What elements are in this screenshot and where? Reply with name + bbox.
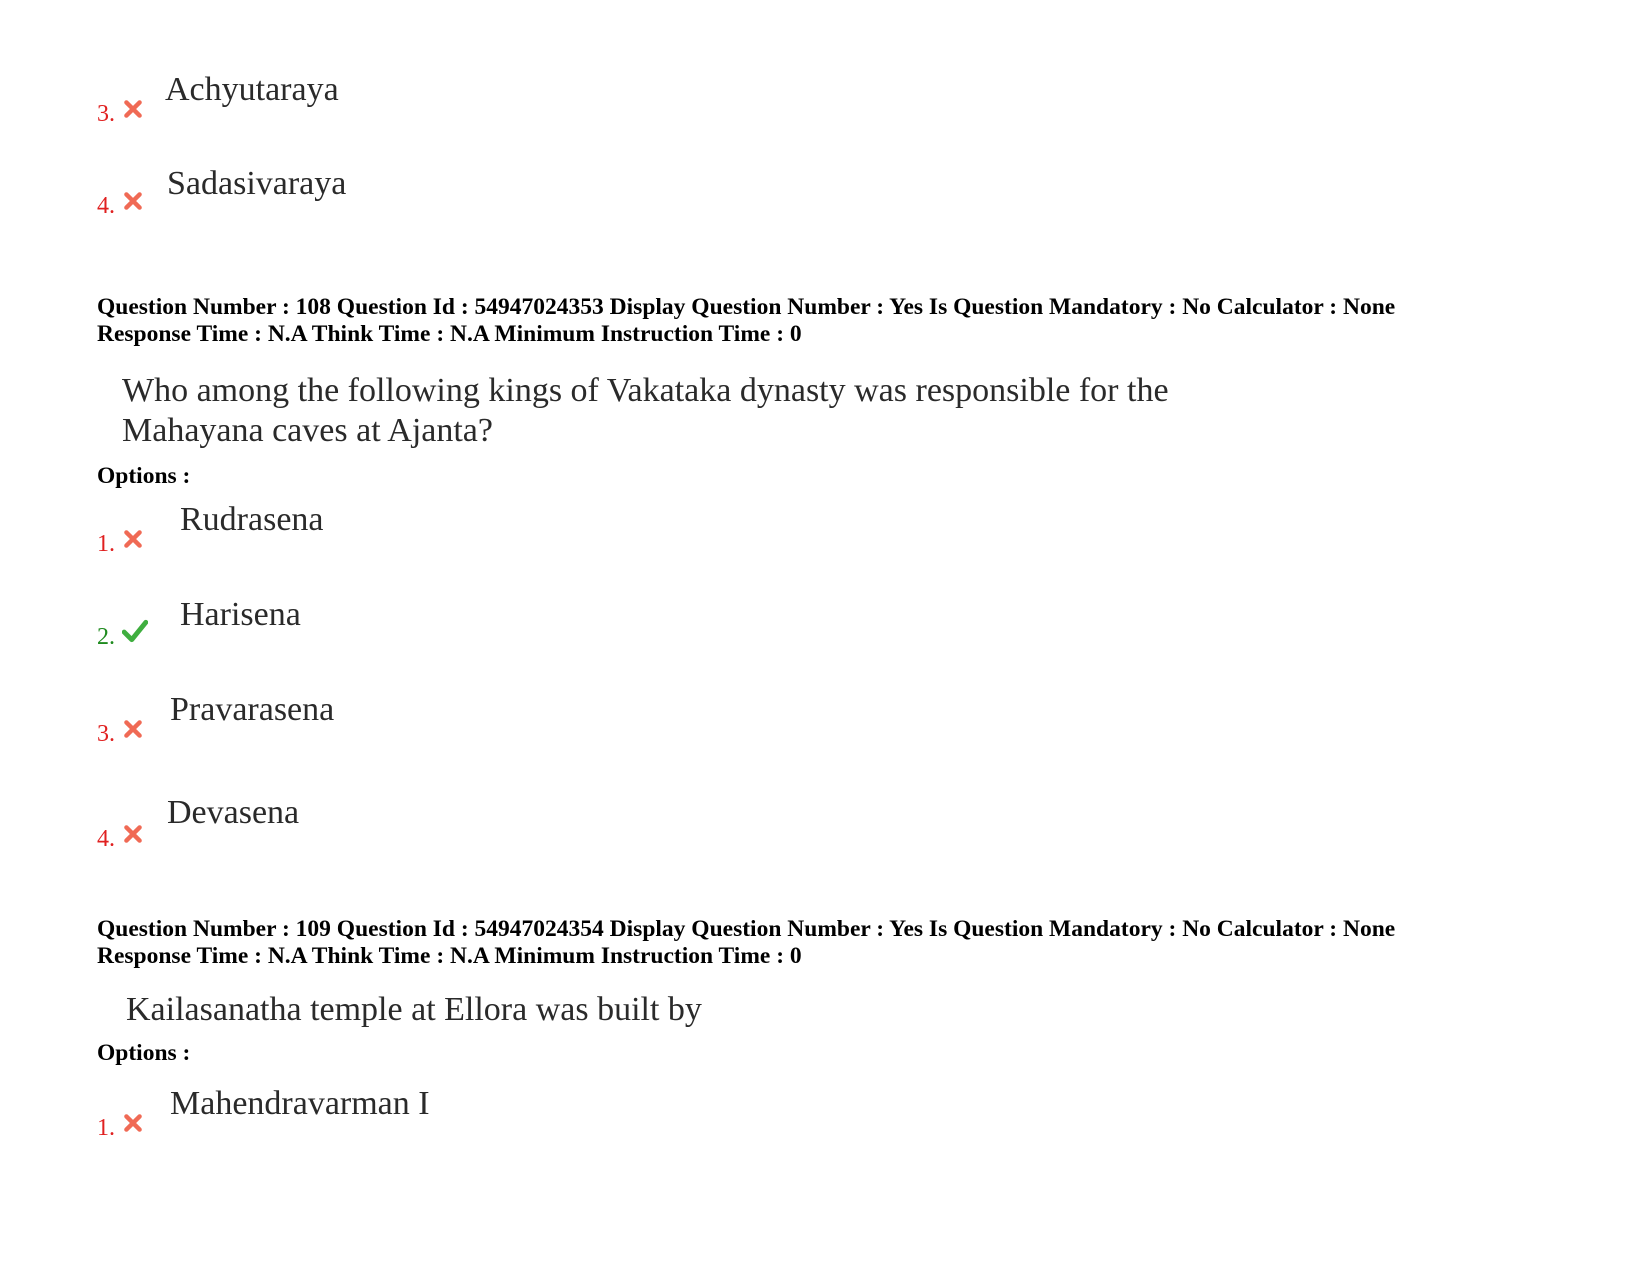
cross-icon: [122, 823, 144, 845]
cross-icon: [122, 1112, 144, 1134]
question-text-line: Mahayana caves at Ajanta?: [122, 412, 493, 449]
option-row: [0, 1084, 1651, 1154]
option-row: [0, 500, 1651, 570]
question-meta-line: Response Time : N.A Think Time : N.A Minimum Instruction Time : 0: [97, 321, 802, 347]
check-icon: [122, 619, 148, 643]
option-row: [0, 70, 1651, 140]
option-number: 2.: [97, 624, 115, 650]
option-number: 4.: [97, 826, 115, 852]
option-number: 1.: [97, 1115, 115, 1141]
options-label: Options :: [97, 1040, 191, 1066]
option-text: Achyutaraya: [165, 71, 339, 108]
option-number: 3.: [97, 721, 115, 747]
option-text: Rudrasena: [180, 501, 324, 538]
option-text: Pravarasena: [170, 691, 335, 728]
cross-icon: [122, 98, 144, 120]
option-number: 4.: [97, 193, 115, 219]
question-text-line: Who among the following kings of Vakataka dynasty was responsible for the: [122, 372, 1169, 409]
option-number: 3.: [97, 101, 115, 127]
option-text: Harisena: [180, 596, 301, 633]
question-meta-line: Question Number : 108 Question Id : 54947024353 Display Question Number : Yes Is Question Mandatory : No Calculator : None: [97, 294, 1396, 320]
option-text: Devasena: [167, 794, 300, 831]
option-row: [0, 164, 1651, 234]
cross-icon: [122, 190, 144, 212]
option-row: [0, 690, 1651, 760]
option-text: Mahendravarman I: [170, 1085, 430, 1122]
options-label: Options :: [97, 463, 191, 489]
option-row: [0, 793, 1651, 863]
question-meta-line: Question Number : 109 Question Id : 54947024354 Display Question Number : Yes Is Question Mandatory : No Calculator : None: [97, 916, 1396, 942]
cross-icon: [122, 718, 144, 740]
cross-icon: [122, 528, 144, 550]
option-text: Sadasivaraya: [167, 165, 347, 202]
option-number: 1.: [97, 531, 115, 557]
question-text-line: Kailasanatha temple at Ellora was built by: [126, 991, 702, 1028]
question-meta-line: Response Time : N.A Think Time : N.A Minimum Instruction Time : 0: [97, 943, 802, 969]
option-row: [0, 595, 1651, 665]
